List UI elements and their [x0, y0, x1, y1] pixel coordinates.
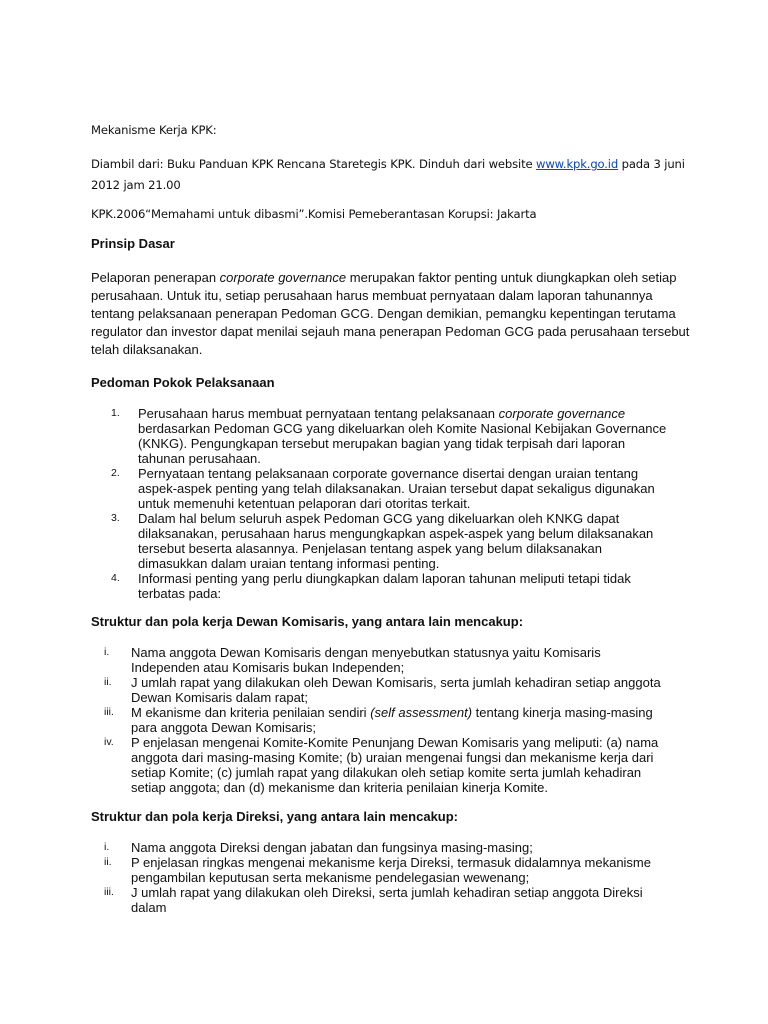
source-prefix: Diambil dari: Buku Panduan KPK Rencana Staretegis KPK. Dinduh dari website [91, 157, 536, 171]
direksi-list [104, 840, 664, 915]
pedoman-list [111, 406, 671, 601]
list-item-number: i. [104, 841, 110, 853]
list-item-text: Nama anggota Direksi dengan jabatan dan fungsinya masing-masing; [131, 840, 533, 855]
list-item-text: Perusahaan harus membuat pernyataan tentang pelaksanaan [138, 406, 499, 421]
paragraph-prinsip-dasar [91, 269, 691, 359]
list-item-text: Dalam hal belum seluruh aspek Pedoman GCG yang dikeluarkan oleh KNKG dapat dilaksanakan, perusahaan harus mengungkapkan aspek-aspek yang belum dilaksanakan tersebut beserta alasannya. Penjelasan tentang aspek yang belum dilaksanakan dimasukkan dalam uraian tentang informasi penting. [138, 511, 654, 571]
list-item [104, 675, 664, 705]
document-title: Mekanisme Kerja KPK: [91, 123, 217, 137]
paragraph-italic-term: corporate governance [219, 270, 347, 285]
list-item-number: 3. [111, 512, 120, 524]
list-item-number: 4. [111, 572, 120, 584]
heading-prinsip-dasar: Prinsip Dasar [91, 236, 175, 251]
list-item-number: 1. [111, 407, 120, 419]
list-item-text: J umlah rapat yang dilakukan oleh Dewan Komisaris, serta jumlah kehadiran setiap anggota Dewan Komisaris dalam rapat; [131, 675, 661, 705]
list-item-text: Informasi penting yang perlu diungkapkan dalam laporan tahunan meliputi tetapi tidak terbatas pada: [138, 571, 631, 601]
list-item-text: berdasarkan Pedoman GCG yang dikeluarkan oleh Komite Nasional Kebijakan Governance (KNKG). Pengungkapan tersebut merupakan bagian yang tidak terpisah dari laporan tahunan perusahaan. [138, 421, 667, 466]
list-item [104, 885, 664, 915]
list-item-number: ii. [104, 856, 112, 868]
list-item-text: Nama anggota Dewan Komisaris dengan menyebutkan statusnya yaitu Komisaris Independen atau Komisaris bukan Independen; [131, 645, 601, 675]
list-item-number: 2. [111, 467, 120, 479]
list-item-number: iii. [104, 706, 114, 718]
heading-direksi: Struktur dan pola kerja Direksi, yang antara lain mencakup: [91, 809, 459, 824]
list-item [104, 840, 664, 855]
list-item [111, 406, 671, 466]
list-item-text: Pernyataan tentang pelaksanaan corporate governance disertai dengan uraian tentang aspek-aspek penting yang telah dilaksanakan. Uraian tersebut dapat sekaligus digunakan untuk memenuhi ketentuan pelaporan dari otoritas terkait. [138, 466, 655, 511]
list-item [111, 511, 671, 571]
list-item-number: iv. [104, 736, 114, 748]
list-item [111, 571, 671, 601]
list-item-italic: (self assessment) [370, 705, 473, 720]
list-item-number: i. [104, 646, 110, 658]
list-item [104, 645, 664, 675]
paragraph-text: merupakan faktor penting untuk diungkapkan oleh setiap perusahaan. Untuk itu, setiap perusahaan harus membuat pernyataan dalam laporan tahunannya tentang pelaksanaan penerapan Pedoman GCG. Dengan demikian, pemangku kepentingan terutama regulator dan investor dapat menilai sejauh mana penerapan Pedoman GCG pada perusahaan tersebut telah dilaksanakan. [91, 270, 690, 357]
list-item-text: P enjelasan mengenai Komite-Komite Penunjang Dewan Komisaris yang meliputi: (a) nama anggota dari masing-masing Komite; (b) uraian mengenai fungsi dan mekanisme kerja dari setiap Komite; (c) jumlah rapat yang dilakukan oleh setiap komite serta jumlah kehadiran setiap anggota; dan (d) mekanisme dan kriteria penilaian kinerja Komite. [131, 735, 659, 795]
list-item-italic: corporate governance [498, 406, 626, 421]
list-item [104, 855, 664, 885]
source-suffix: pada 3 juni 2012 jam 21.00 [91, 157, 685, 192]
list-item-number: ii. [104, 676, 112, 688]
list-item-text: J umlah rapat yang dilakukan oleh Direksi, serta jumlah kehadiran setiap anggota Direksi dalam [131, 885, 643, 915]
list-item [111, 466, 671, 511]
kpk-website-link[interactable]: www.kpk.go.id [535, 157, 619, 171]
list-item-text: P enjelasan ringkas mengenai mekanisme kerja Direksi, termasuk didalamnya mekanisme pengambilan keputusan serta mekanisme pendelegasian wewenang; [131, 855, 651, 885]
komisaris-list [104, 645, 664, 795]
reference-line: KPK.2006“Memahami untuk dibasmi”.Komisi Pemeberantasan Korupsi: Jakarta [91, 207, 537, 221]
list-item-text: M ekanisme dan kriteria penilaian sendiri [131, 705, 371, 720]
heading-dewan-komisaris: Struktur dan pola kerja Dewan Komisaris, yang antara lain mencakup: [91, 614, 524, 629]
source-citation [91, 154, 691, 196]
heading-pedoman-pokok: Pedoman Pokok Pelaksanaan [91, 375, 275, 390]
list-item [104, 705, 664, 735]
list-item-text: tentang kinerja masing-masing para anggota Dewan Komisaris; [131, 705, 653, 735]
list-item [104, 735, 664, 795]
paragraph-text: Pelaporan penerapan [91, 270, 220, 285]
list-item-number: iii. [104, 886, 114, 898]
